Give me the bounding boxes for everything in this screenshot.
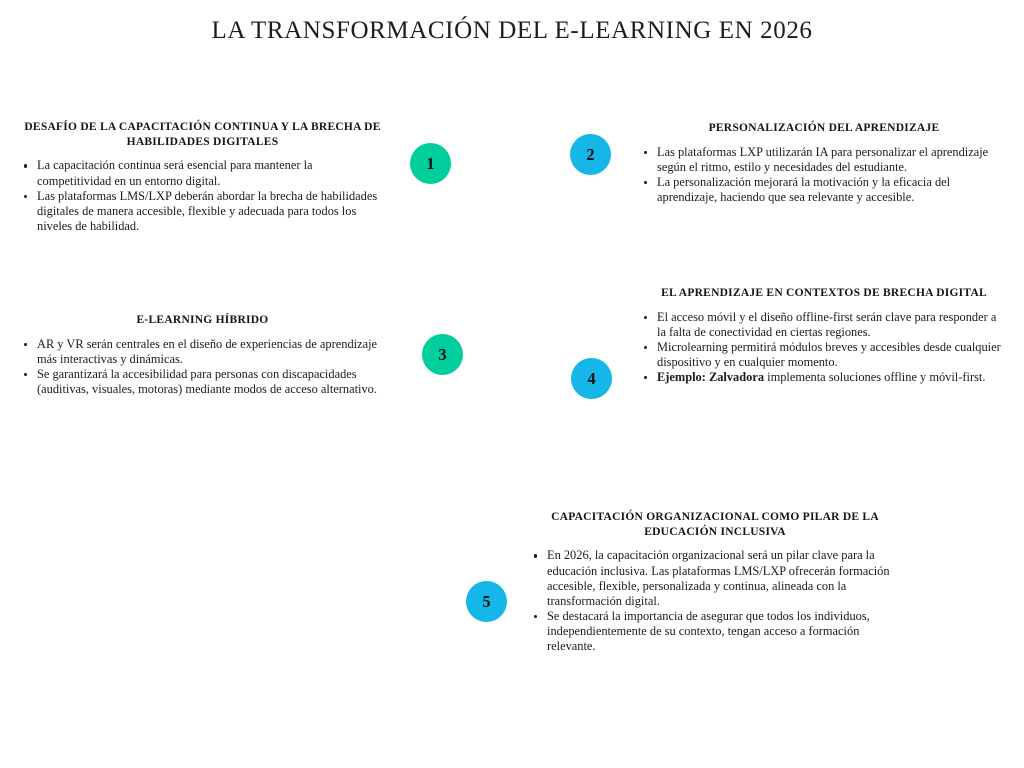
section-2-number-badge: 2 [570,134,611,175]
section-1 [20,120,385,234]
section-3 [20,313,385,397]
list-item: Las plataformas LXP utilizarán IA para personalizar el aprendizaje según el ritmo, estilo y necesidades del estudiante. [640,145,1008,175]
section-3-heading: E-LEARNING HÍBRIDO [136,314,269,326]
section-4-number-badge: 4 [571,358,612,399]
list-item: Se garantizará la accesibilidad para personas con discapacidades (auditivas, visuales, motoras) mediante modos de acceso alternativo. [20,367,385,397]
section-1-number-badge: 1 [410,143,451,184]
section-4 [640,286,1008,385]
list-item: En 2026, la capacitación organizacional será un pilar clave para la educación inclusiva. Las plataformas LMS/LXP ofrecerán formación accesible, flexible, personalizada y continua, alineada con la transformación digital. [530,548,900,609]
section-3-number-badge: 3 [422,334,463,375]
list-item: La capacitación continua será esencial para mantener la competitividad en un entorno digital. [20,158,385,188]
section-2-bullets [640,145,1008,206]
example-lead-label: Ejemplo: Zalvadora [657,370,765,385]
section-5-bullets [530,548,900,654]
list-item: Las plataformas LMS/LXP deberán abordar la brecha de habilidades digitales de manera accesible, flexible y adecuada para todos los niveles de habilidad. [20,189,385,234]
list-item: La personalización mejorará la motivación y la eficacia del aprendizaje, haciendo que sea relevante y accesible. [640,175,1008,205]
section-5-number-badge: 5 [466,581,507,622]
section-4-bullets [640,310,1008,386]
example-rest-text: implementa soluciones offline y móvil-first. [764,370,986,385]
list-item: El acceso móvil y el diseño offline-first serán clave para responder a la falta de conectividad en ciertas regiones. [640,310,1008,340]
section-1-bullets [20,158,385,234]
section-1-heading: DESAFÍO DE LA CAPACITACIÓN CONTINUA Y LA BRECHA DE HABILIDADES DIGITALES [24,121,381,148]
section-5-heading: CAPACITACIÓN ORGANIZACIONAL COMO PILAR DE LA EDUCACIÓN INCLUSIVA [551,511,879,538]
list-item-example [640,370,1008,385]
section-2 [640,121,1008,205]
list-item: Se destacará la importancia de asegurar que todos los individuos, independientemente de su contexto, tengan acceso a formación relevante. [530,609,900,654]
section-3-bullets [20,337,385,398]
section-4-heading: EL APRENDIZAJE EN CONTEXTOS DE BRECHA DIGITAL [661,287,987,299]
list-item: Microlearning permitirá módulos breves y accesibles desde cualquier dispositivo y en cualquier momento. [640,340,1008,370]
page-title: LA TRANSFORMACIÓN DEL E-LEARNING EN 2026 [211,17,813,44]
list-item: AR y VR serán centrales en el diseño de experiencias de aprendizaje más interactivas y dinámicas. [20,337,385,367]
section-5 [530,510,900,654]
section-2-heading: PERSONALIZACIÓN DEL APRENDIZAJE [708,122,940,134]
